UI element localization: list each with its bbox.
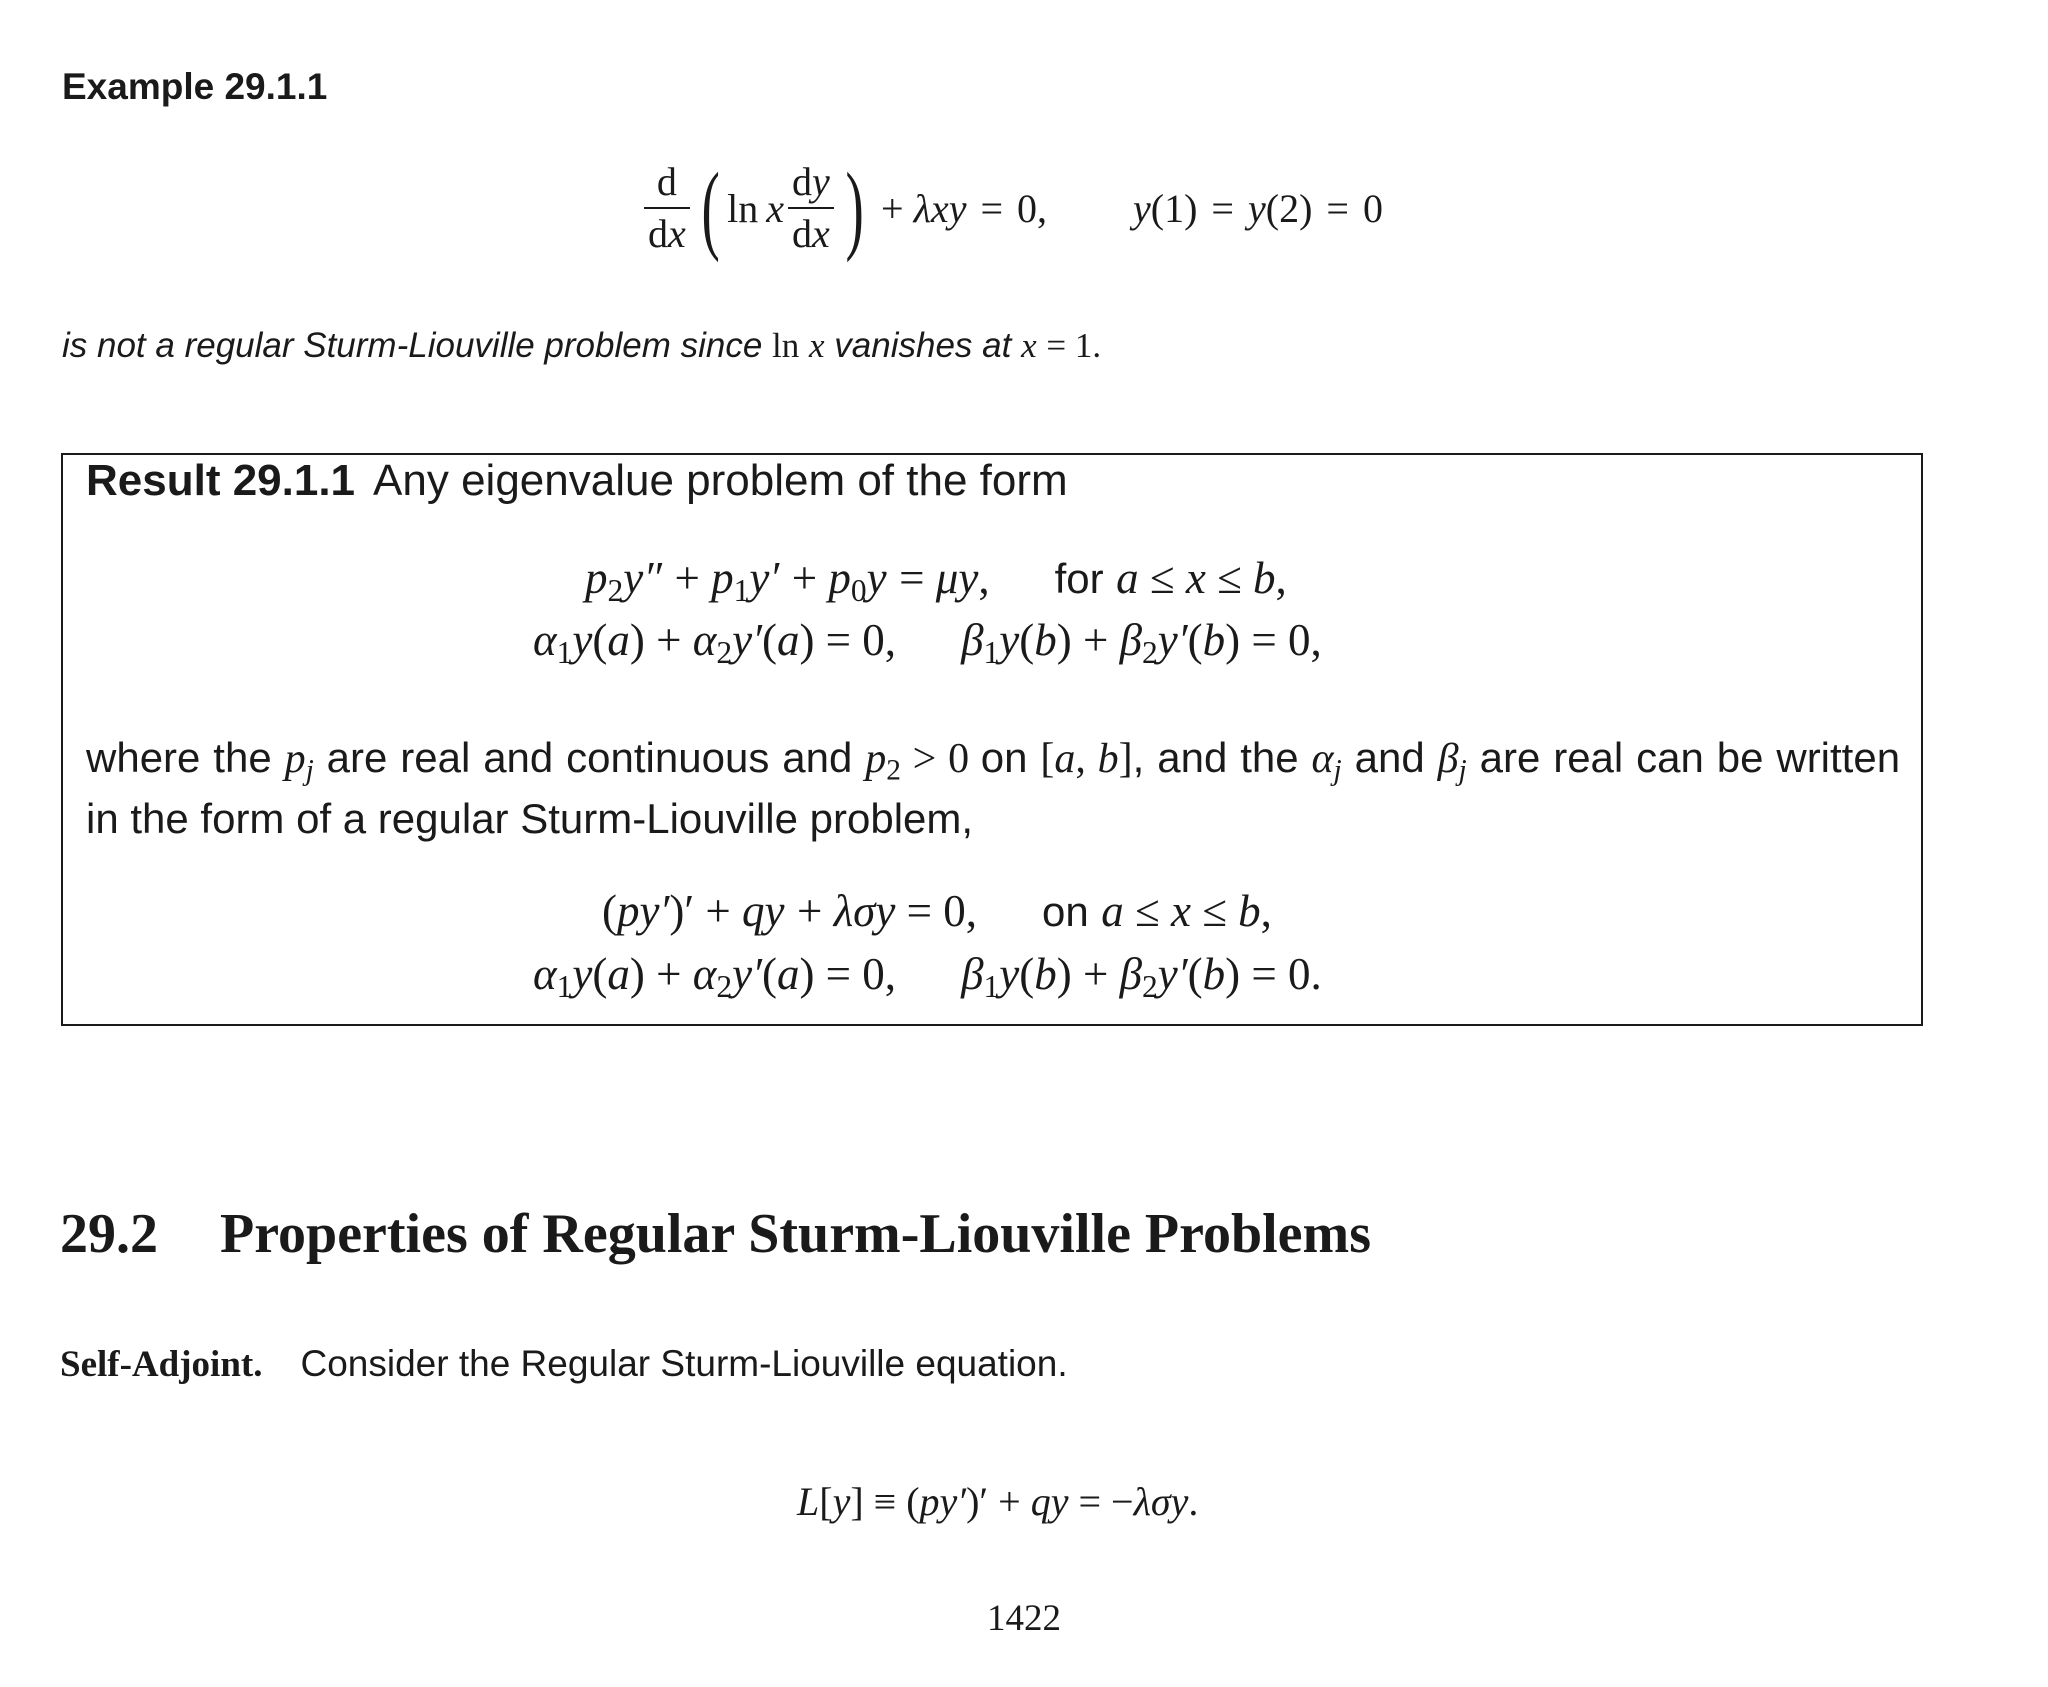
example-equation: $\frac{d}{dx}$ ( ln x $\frac{dy}{dx}$ ) + λxy = 0, y (1) = y (2) = 0 <box>640 148 1383 268</box>
derivative-operator: $\frac{d}{dx}$ <box>644 160 690 256</box>
section-number: 29.2 <box>60 1203 158 1265</box>
example-heading: Example 29.1.1 <box>62 66 328 107</box>
section-title: Properties of Regular Sturm-Liouville Problems <box>220 1203 1371 1265</box>
page-number: 1422 <box>987 1598 1061 1639</box>
sturm-liouville-equation: (py′)′ + qy + λσy = 0, on a ≤ x ≤ b, <box>602 886 1272 936</box>
self-adjoint-paragraph: Self-Adjoint. Consider the Regular Sturm-Liouville equation. <box>60 1343 1068 1385</box>
eigen-equation-1: $p_2y'' + p_1y' + p_0y = \mu y$, for a ≤ x ≤ b, <box>585 553 1287 608</box>
operator-equation: L[y] ≡ (py′)′ + qy = −λσy. <box>797 1479 1199 1524</box>
dy-dx-fraction: $\frac{dy}{dx}$ <box>788 160 834 256</box>
result-paragraph: where the $p_j$ are real and continuous and $p_2 > 0$ on [a, b], and the $\alpha_j$ and $\beta_j$ are real can be written in the form of a regular Sturm-Liouville problem, <box>86 734 1901 842</box>
boundary-conditions-1: $\alpha_1y(a) + \alpha_2y'(a) = 0$, $\beta_1y(b) + \beta_2y'(b) = 0$, <box>533 615 1322 670</box>
section-heading <box>60 1202 1371 1266</box>
result-heading: Result 29.1.1 Any eigenvalue problem of the form <box>86 456 1068 505</box>
example-caption: is not a regular Sturm-Liouville problem since ln x vanishes at x = 1. <box>62 326 1102 365</box>
boundary-conditions-2: $\alpha_1y(a) + \alpha_2y'(a) = 0$, $\beta_1y(b) + \beta_2y'(b) = 0$. <box>533 949 1322 1004</box>
